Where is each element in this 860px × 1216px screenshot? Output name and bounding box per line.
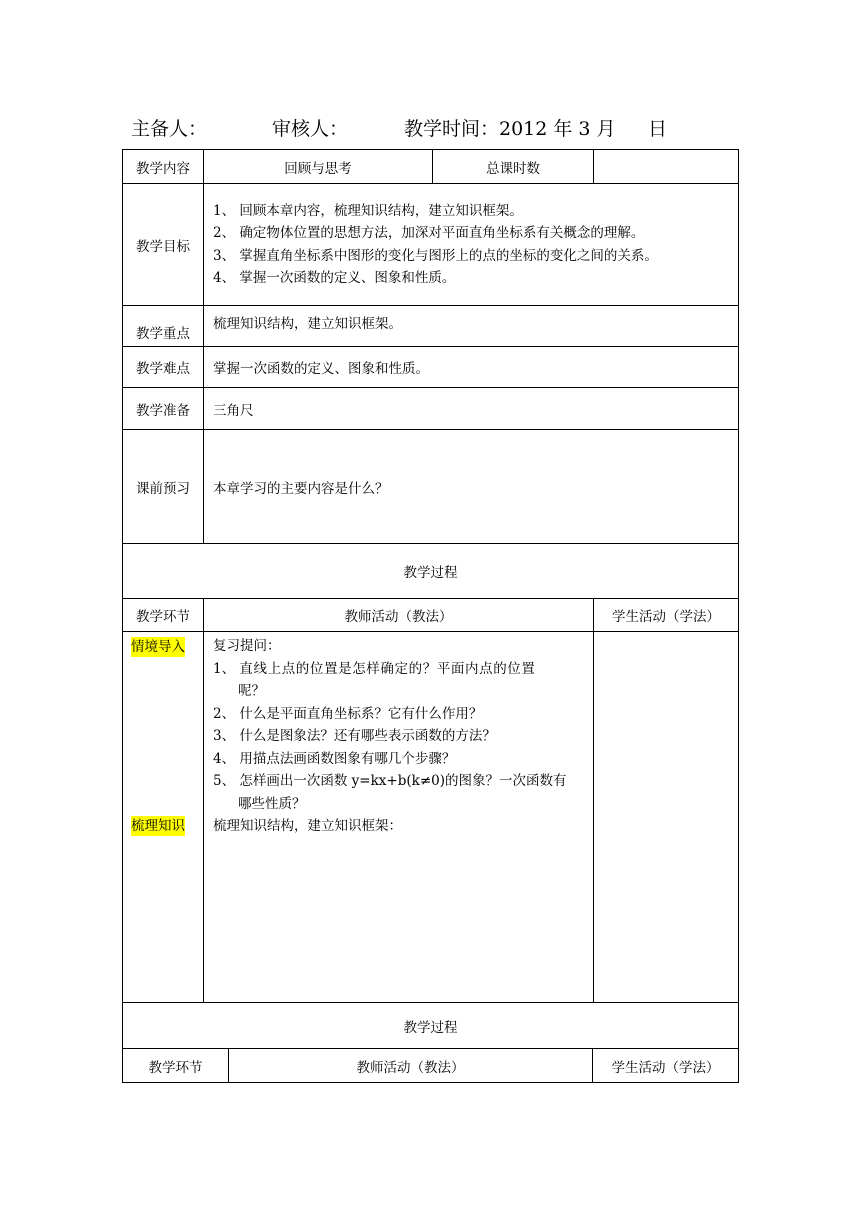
total-hours-label: 总课时数 <box>433 150 594 184</box>
process-body-row <box>123 632 739 1003</box>
day-label: 日 <box>648 118 668 140</box>
process-title-2: 教学过程 <box>123 1003 739 1049</box>
question-item: 5、 怎样画出一次函数 y=kx+b(k≠0)的图象？一次函数有 <box>213 773 567 789</box>
goals-row <box>123 184 739 306</box>
process-table-2 <box>122 1048 739 1083</box>
review-intro: 复习提问： <box>213 638 281 654</box>
stage-intro-label: 情境导入 <box>131 639 185 655</box>
preparer-label: 主备人： <box>131 118 208 140</box>
question-item-continued: 哪些性质？ <box>238 795 306 812</box>
goals-list <box>204 184 739 306</box>
teacher-column-header-2: 教师活动（教法） <box>229 1049 593 1083</box>
process-header-row <box>123 599 739 632</box>
difficulties-label: 教学难点 <box>123 347 204 388</box>
goal-item: 4、 掌握一次函数的定义、图象和性质。 <box>213 270 456 286</box>
process-title-row-2 <box>123 1003 739 1049</box>
difficulties-row <box>123 347 739 388</box>
preview-value: 本章学习的主要内容是什么？ <box>204 430 739 544</box>
preparation-value: 三角尺 <box>204 388 739 430</box>
preview-label: 课前预习 <box>123 430 204 544</box>
question-item: 2、 什么是平面直角坐标系？它有什么作用？ <box>213 705 483 722</box>
question-item: 3、 什么是图象法？还有哪些表示函数的方法？ <box>213 728 496 744</box>
process-title-row <box>123 544 739 599</box>
goal-item: 1、 回顾本章内容，梳理知识结构，建立知识框架。 <box>213 202 523 219</box>
total-hours-value <box>594 150 739 184</box>
student-column-header: 学生活动（学法） <box>594 599 739 632</box>
student-column-header-2: 学生活动（学法） <box>593 1049 739 1083</box>
student-activity-cell <box>594 632 739 1003</box>
preparation-label: 教学准备 <box>123 388 204 430</box>
organize-text: 梳理知识结构，建立知识框架： <box>213 818 402 834</box>
process-title: 教学过程 <box>123 544 739 599</box>
stage-column-header: 教学环节 <box>123 599 204 632</box>
teacher-activity-cell <box>204 632 594 1003</box>
teacher-column-header: 教师活动（教法） <box>204 599 594 632</box>
stage-cell <box>123 632 204 1003</box>
reviewer-label: 审核人： <box>272 118 349 140</box>
key-points-value: 梳理知识结构，建立知识框架。 <box>204 306 739 347</box>
question-item: 4、 用描点法画函数图象有哪几个步骤？ <box>213 750 456 767</box>
lesson-plan-table <box>122 149 739 1049</box>
goal-item: 2、 确定物体位置的思想方法，加深对平面直角坐标系有关概念的理解。 <box>213 225 645 241</box>
content-value: 回顾与思考 <box>204 150 433 184</box>
content-row <box>123 150 739 184</box>
question-item: 1、 直线上点的位置是怎样确定的？平面内点的位置 <box>213 660 536 677</box>
content-label: 教学内容 <box>123 150 204 184</box>
teaching-time-label: 教学时间：2012 年 3 月 <box>404 118 616 140</box>
question-item-continued: 呢？ <box>238 683 265 699</box>
preview-row <box>123 430 739 544</box>
stage-column-header-2: 教学环节 <box>123 1049 229 1083</box>
key-points-row <box>123 306 739 347</box>
process-header-row-2 <box>123 1049 739 1083</box>
key-points-label: 教学重点 <box>123 306 204 347</box>
goal-item: 3、 掌握直角坐标系中图形的变化与图形上的点的坐标的变化之间的关系。 <box>213 247 658 264</box>
difficulties-value: 掌握一次函数的定义、图象和性质。 <box>204 347 739 388</box>
stage-organize-label: 梳理知识 <box>131 818 185 834</box>
preparation-row <box>123 388 739 430</box>
goals-label: 教学目标 <box>123 184 204 306</box>
